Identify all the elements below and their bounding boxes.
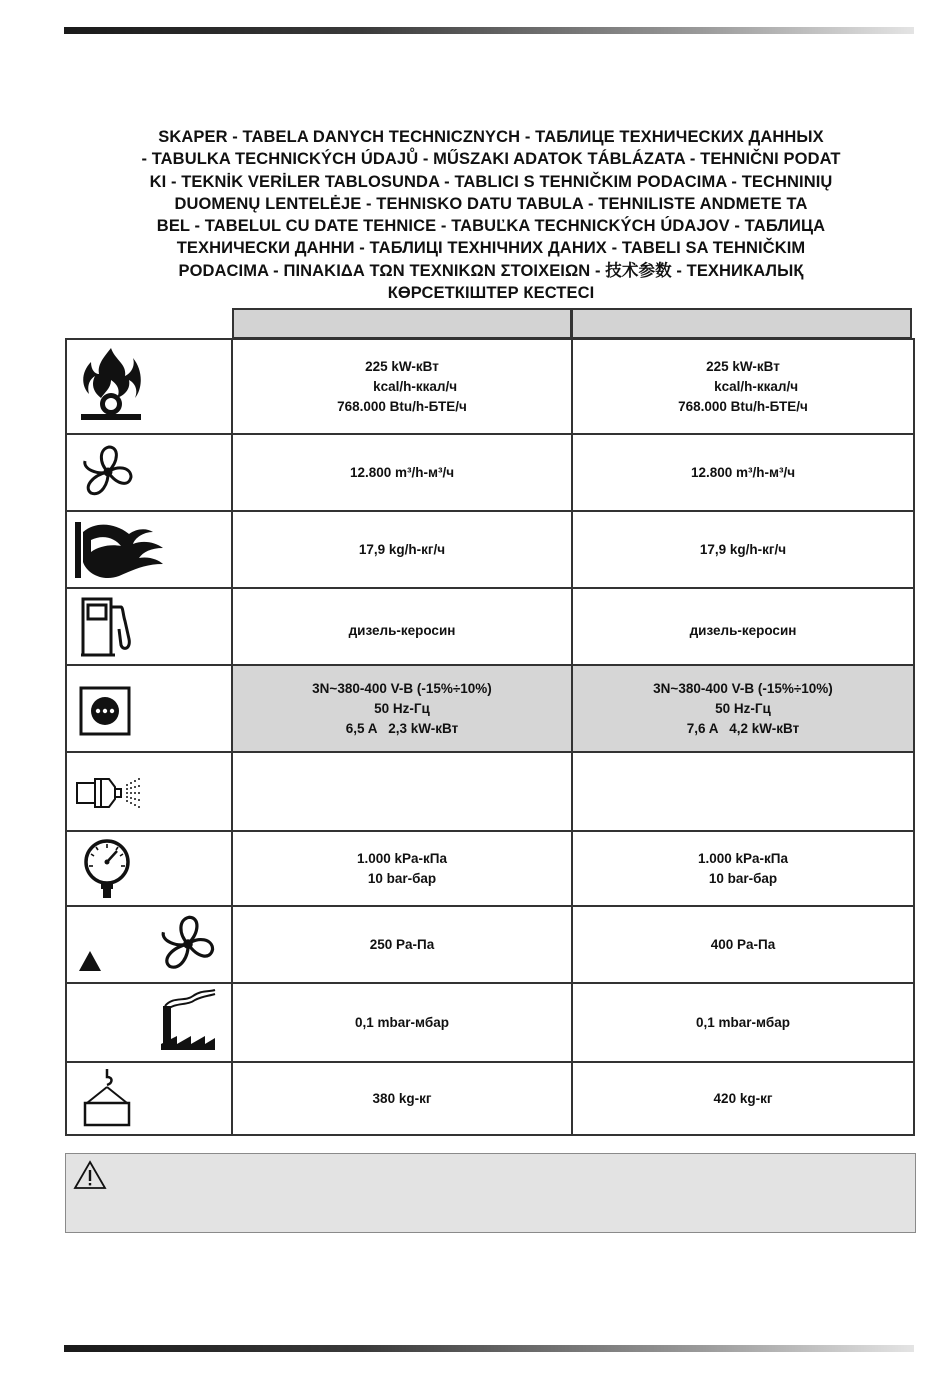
weight-icon xyxy=(81,1067,133,1129)
title-line: PODACIMA - ΠΙΝΑΚΙΔΑ ΤΩΝ ΤΕΧΝΙΚΩΝ ΣΤΟΙΧΕΙΩΝ - 技术参数 - ТЕХНИКАЛЫҚ xyxy=(178,261,804,280)
spec-value: 3N~380-400 V-В (-15%÷10%) xyxy=(653,680,833,696)
spec-value: 1.000 kPa-кПа xyxy=(697,850,789,866)
spec-value-cell xyxy=(232,588,572,665)
row-icon-cell xyxy=(66,665,232,752)
spec-value: 3N~380-400 V-В (-15%÷10%) xyxy=(312,680,492,696)
spec-value-cell xyxy=(232,434,572,511)
top-decorative-bar xyxy=(64,27,914,34)
table-row xyxy=(66,434,914,511)
table-row xyxy=(66,1062,914,1135)
spec-value-cell xyxy=(572,339,914,434)
row-icon-cell xyxy=(66,434,232,511)
bottom-decorative-bar xyxy=(64,1345,914,1352)
spec-value-cell xyxy=(232,831,572,906)
spec-value-cell xyxy=(572,665,914,752)
delta-triangle-icon xyxy=(77,949,103,973)
row-icon-cell xyxy=(66,906,232,983)
spec-value-cell xyxy=(572,434,914,511)
spec-value: 10 bar-бар xyxy=(367,870,437,886)
spec-value: 225 kW-кВт xyxy=(365,358,439,374)
header-cell-model-2 xyxy=(571,308,912,339)
fan-delta-icon xyxy=(157,913,219,975)
row-icon-cell xyxy=(66,511,232,588)
spec-value-cell xyxy=(232,906,572,983)
spec-value: 400 Pa-Па xyxy=(710,936,776,952)
spec-value-cell xyxy=(572,511,914,588)
title-line: SKAPER - TABELA DANYCH TECHNICZNYCH - ТАБЛИЦЕ ТЕХНИЧЕСКИХ ДАННЫХ xyxy=(158,128,824,146)
nozzle-icon xyxy=(75,775,143,811)
fuel-consumption-icon xyxy=(73,518,165,582)
title-line: DUOMENŲ LENTELĖJE - TEHNISKO DATU TABULA - TEHNILISTE ANDMETE TA xyxy=(174,194,808,213)
page-title xyxy=(66,126,916,304)
spec-value-cell xyxy=(572,752,914,831)
spec-value: 420 kg-кг xyxy=(713,1090,773,1106)
title-line: BEL - TABELUL CU DATE TEHNICE - TABUĽKA TECHNICKÝCH ÚDAJOV - ТАБЛИЦА xyxy=(156,217,826,236)
title-line: - TABULKA TECHNICKÝCH ÚDAJŮ - MŰSZAKI ADATOK TÁBLÁZATA - TEHNIČNI PODAT xyxy=(141,150,841,169)
row-icon-cell xyxy=(66,831,232,906)
spec-value-cell xyxy=(232,665,572,752)
row-icon-cell xyxy=(66,339,232,434)
spec-value-cell xyxy=(232,339,572,434)
row-icon-cell xyxy=(66,1062,232,1135)
flame-icon xyxy=(77,346,145,426)
pressure-gauge-icon xyxy=(81,838,133,900)
spec-value: 0,1 mbar-мбар xyxy=(696,1014,790,1030)
title-line: KI - TEKNİK VERİLER TABLOSUNDA - TABLICI S TEHNIČKIM PODACIMA - TECHNINIŲ xyxy=(149,172,833,191)
spec-value-cell xyxy=(572,906,914,983)
tech-spec-table xyxy=(65,338,915,1136)
fuel-pump-icon xyxy=(79,595,135,659)
spec-value: 225 kW-кВт xyxy=(706,358,780,374)
fan-icon xyxy=(79,443,137,501)
spec-value-cell xyxy=(232,983,572,1062)
spec-value-cell xyxy=(572,983,914,1062)
power-socket-icon xyxy=(79,686,131,736)
spec-value: 50 Hz-Гц xyxy=(374,700,430,716)
title-line: КӨРСЕТКІШТЕР КЕСТЕСІ xyxy=(387,284,595,303)
spec-value: дизель-керосин xyxy=(689,622,797,638)
table-row xyxy=(66,339,914,434)
row-icon-cell xyxy=(66,983,232,1062)
spec-value-cell xyxy=(232,752,572,831)
warning-triangle-icon xyxy=(73,1160,107,1190)
spec-value: 380 kg-кг xyxy=(372,1090,432,1106)
spec-value-cell xyxy=(232,511,572,588)
spec-value-cell xyxy=(572,588,914,665)
spec-value: 0,1 mbar-мбар xyxy=(355,1014,449,1030)
spec-value: дизель-керосин xyxy=(348,622,456,638)
table-row xyxy=(66,906,914,983)
spec-value: 17,9 kg/h-кг/ч xyxy=(699,541,787,557)
row-icon-cell xyxy=(66,752,232,831)
spec-value: 768.000 Btu/h-БТЕ/ч xyxy=(678,398,808,414)
spec-value: 768.000 Btu/h-БТЕ/ч xyxy=(337,398,467,414)
spec-value: 250 Pa-Па xyxy=(369,936,435,952)
table-row xyxy=(66,588,914,665)
spec-value: 7,6 A 4,2 kW-кВт xyxy=(686,720,800,736)
spec-value-cell xyxy=(572,1062,914,1135)
spec-value: 10 bar-бар xyxy=(708,870,778,886)
spec-value-cell xyxy=(572,831,914,906)
table-row xyxy=(66,983,914,1062)
spec-value: 12.800 m³/h-м³/ч xyxy=(349,464,455,480)
row-icon-cell xyxy=(66,588,232,665)
title-line: ТЕХНИЧЕСКИ ДАННИ - ТАБЛИЦІ ТЕХНІЧНИХ ДАНИХ - TABELI SA TEHNIČKIM xyxy=(176,239,806,258)
header-cell-model-1 xyxy=(232,308,572,339)
table-row xyxy=(66,665,914,752)
spec-value: 6,5 A 2,3 kW-кВт xyxy=(345,720,459,736)
spec-value-cell xyxy=(232,1062,572,1135)
chimney-icon xyxy=(157,988,219,1054)
spec-value: 1.000 kPa-кПа xyxy=(356,850,448,866)
table-header xyxy=(230,308,913,339)
spec-value: 17,9 kg/h-кг/ч xyxy=(358,541,446,557)
warning-notice-box xyxy=(65,1153,916,1233)
spec-value: 50 Hz-Гц xyxy=(715,700,771,716)
spec-value: 12.800 m³/h-м³/ч xyxy=(690,464,796,480)
spec-value: kcal/h-ккал/ч xyxy=(687,378,799,394)
table-row xyxy=(66,511,914,588)
spec-value: kcal/h-ккал/ч xyxy=(346,378,458,394)
table-row xyxy=(66,752,914,831)
table-row xyxy=(66,831,914,906)
